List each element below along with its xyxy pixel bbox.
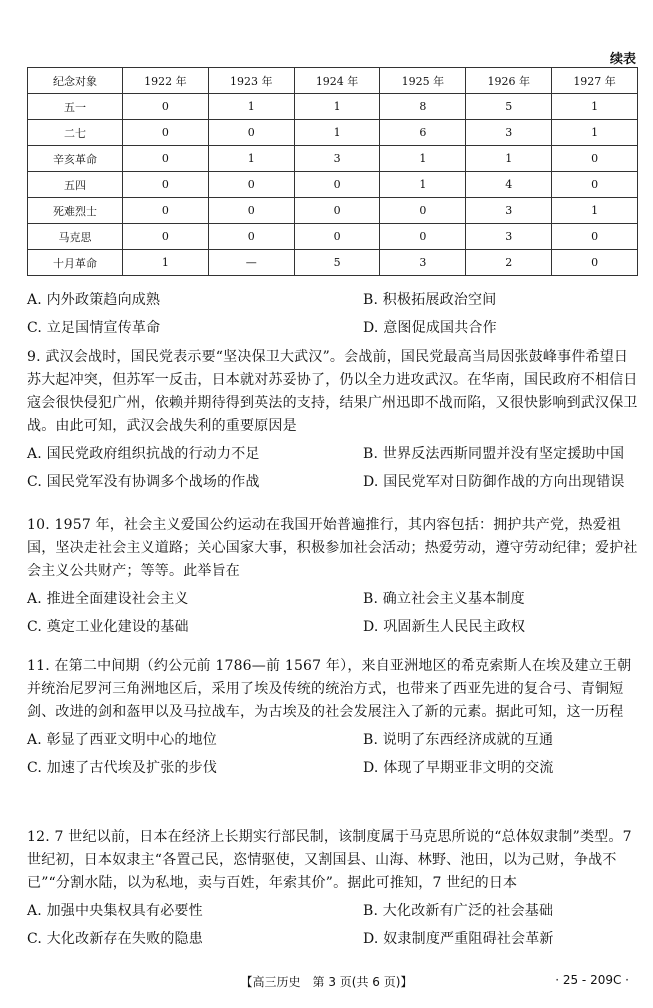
question-8-options bbox=[27, 286, 639, 342]
table-cell: 0 bbox=[552, 224, 638, 250]
option-b: B. 说明了东西经济成就的互通 bbox=[363, 732, 554, 748]
table-cell: 0 bbox=[208, 198, 294, 224]
table-cell: — bbox=[208, 250, 294, 276]
table-cell: 1 bbox=[208, 146, 294, 172]
option-d: D. 巩固新生人民民主政权 bbox=[363, 619, 526, 635]
table-row bbox=[28, 172, 638, 198]
option-d: D. 国民党军对日防御作战的方向出现错误 bbox=[363, 474, 625, 490]
table-cell: 0 bbox=[552, 250, 638, 276]
table-cell: 3 bbox=[466, 198, 552, 224]
column-header: 1926 年 bbox=[466, 68, 552, 94]
table-cell: 0 bbox=[380, 198, 466, 224]
table-cell: 0 bbox=[123, 146, 209, 172]
option-a: A. 国民党政府组织抗战的行动力不足 bbox=[27, 446, 260, 462]
option-d: D. 意图促成国共合作 bbox=[363, 320, 497, 336]
table-row bbox=[28, 94, 638, 120]
table-cell: 1 bbox=[294, 94, 380, 120]
question-12 bbox=[27, 826, 639, 953]
table-cell: 5 bbox=[466, 94, 552, 120]
option-b: B. 大化改新有广泛的社会基础 bbox=[363, 903, 554, 919]
table-cell: 1 bbox=[380, 172, 466, 198]
table-cell: 5 bbox=[294, 250, 380, 276]
column-header: 纪念对象 bbox=[28, 68, 123, 94]
table-cell: 辛亥革命 bbox=[28, 146, 123, 172]
question-stem: 11. 在第二中间期（约公元前 1786—前 1567 年），来自亚洲地区的希克索斯人在埃及建立王朝并统治尼罗河三角洲地区后，采用了埃及传统的统治方式，也带来了西亚先进的复合弓、青铜短剑、改进的剑和盔甲以及马拉战车，为古埃及的社会发展注入了新的元素。据此可知，这一历程 bbox=[27, 658, 632, 720]
table-header-row bbox=[28, 68, 638, 94]
table-cell: 3 bbox=[466, 224, 552, 250]
table-cell: 1 bbox=[380, 146, 466, 172]
column-header: 1922 年 bbox=[123, 68, 209, 94]
table-cell: 0 bbox=[123, 198, 209, 224]
table-cell: 0 bbox=[208, 172, 294, 198]
table-cell: 0 bbox=[123, 172, 209, 198]
column-header: 1924 年 bbox=[294, 68, 380, 94]
question-11 bbox=[27, 655, 639, 782]
table-cell: 1 bbox=[552, 198, 638, 224]
table-row bbox=[28, 224, 638, 250]
page-number: 【高三历史 第 3 页(共 6 页)】 bbox=[240, 975, 413, 989]
option-c: C. 加速了古代埃及扩张的步伐 bbox=[27, 760, 218, 776]
exam-code: · 25 - 209C · bbox=[555, 973, 629, 987]
table-cell: 1 bbox=[466, 146, 552, 172]
option-a: A. 彰显了西亚文明中心的地位 bbox=[27, 732, 218, 748]
table-cell: 死难烈士 bbox=[28, 198, 123, 224]
question-10 bbox=[27, 514, 639, 641]
table-cell: 0 bbox=[123, 120, 209, 146]
question-stem: 12. 7 世纪以前，日本在经济上长期实行部民制，该制度属于马克思所说的“总体奴隶制”类型。7 世纪初，日本奴隶主“各置己民，恣情驱使，又割国县、山海、林野、池田，以为己财，争战不已”“分割水陆，以为私地，卖与百姓，年索其价”。据此可推知，7 世纪的日本 bbox=[27, 829, 632, 891]
option-d: D. 奴隶制度严重阻碍社会革新 bbox=[363, 931, 554, 947]
table-cell: 1 bbox=[552, 94, 638, 120]
table-cell: 0 bbox=[294, 198, 380, 224]
option-c: C. 奠定工业化建设的基础 bbox=[27, 619, 189, 635]
table-cell: 0 bbox=[208, 120, 294, 146]
question-stem: 10. 1957 年，社会主义爱国公约运动在我国开始普遍推行，其内容包括：拥护共产党，热爱祖国，坚决走社会主义道路；关心国家大事，积极参加社会活动；热爱劳动，遵守劳动纪律；爱护社会主义公共财产；等等。此举旨在 bbox=[27, 517, 638, 579]
column-header: 1927 年 bbox=[552, 68, 638, 94]
table-cell: 0 bbox=[380, 224, 466, 250]
table-cell: 五四 bbox=[28, 172, 123, 198]
table-cell: 4 bbox=[466, 172, 552, 198]
option-a: A. 推进全面建设社会主义 bbox=[27, 591, 189, 607]
table-cell: 马克思 bbox=[28, 224, 123, 250]
table-cell: 1 bbox=[552, 120, 638, 146]
table-cell: 0 bbox=[123, 94, 209, 120]
continued-label: 续表 bbox=[609, 52, 636, 67]
table-cell: 3 bbox=[294, 146, 380, 172]
table-cell: 五一 bbox=[28, 94, 123, 120]
table-cell: 3 bbox=[466, 120, 552, 146]
table-cell: 1 bbox=[123, 250, 209, 276]
table-row bbox=[28, 250, 638, 276]
table-row bbox=[28, 198, 638, 224]
column-header: 1925 年 bbox=[380, 68, 466, 94]
option-a: A. 内外政策趋向成熟 bbox=[27, 292, 161, 308]
option-b: B. 世界反法西斯同盟并没有坚定援助中国 bbox=[363, 446, 625, 462]
table-cell: 3 bbox=[380, 250, 466, 276]
column-header: 1923 年 bbox=[208, 68, 294, 94]
question-stem: 9. 武汉会战时，国民党表示要“坚决保卫大武汉”。会战前，国民党最高当局因张鼓峰事件希望日苏大起冲突，但苏军一反击，日本就对苏妥协了，仍以全力进攻武汉。在华南，国民政府不相信日寇会很快侵犯广州，依赖并期待得到英法的支持，结果广州迅即不战而陷，又很快影响到武汉保卫战。由此可知，武汉会战失利的重要原因是 bbox=[27, 349, 638, 434]
table-cell: 0 bbox=[552, 172, 638, 198]
option-c: C. 国民党军没有协调多个战场的作战 bbox=[27, 474, 260, 490]
table-cell: 0 bbox=[294, 172, 380, 198]
table-cell: 0 bbox=[208, 224, 294, 250]
table-row bbox=[28, 120, 638, 146]
option-a: A. 加强中央集权具有必要性 bbox=[27, 903, 203, 919]
option-c: C. 立足国情宣传革命 bbox=[27, 320, 161, 336]
option-b: B. 确立社会主义基本制度 bbox=[363, 591, 525, 607]
table-cell: 0 bbox=[294, 224, 380, 250]
table-cell: 6 bbox=[380, 120, 466, 146]
option-d: D. 体现了早期亚非文明的交流 bbox=[363, 760, 554, 776]
table-cell: 十月革命 bbox=[28, 250, 123, 276]
question-9 bbox=[27, 346, 639, 496]
table-cell: 0 bbox=[552, 146, 638, 172]
option-c: C. 大化改新存在失败的隐患 bbox=[27, 931, 203, 947]
table-cell: 1 bbox=[294, 120, 380, 146]
table-cell: 0 bbox=[123, 224, 209, 250]
table-cell: 8 bbox=[380, 94, 466, 120]
option-b: B. 积极拓展政治空间 bbox=[363, 292, 497, 308]
table-cell: 1 bbox=[208, 94, 294, 120]
page-footer bbox=[0, 973, 653, 990]
commemoration-table bbox=[27, 67, 638, 276]
table-row bbox=[28, 146, 638, 172]
table-cell: 2 bbox=[466, 250, 552, 276]
table-cell: 二七 bbox=[28, 120, 123, 146]
